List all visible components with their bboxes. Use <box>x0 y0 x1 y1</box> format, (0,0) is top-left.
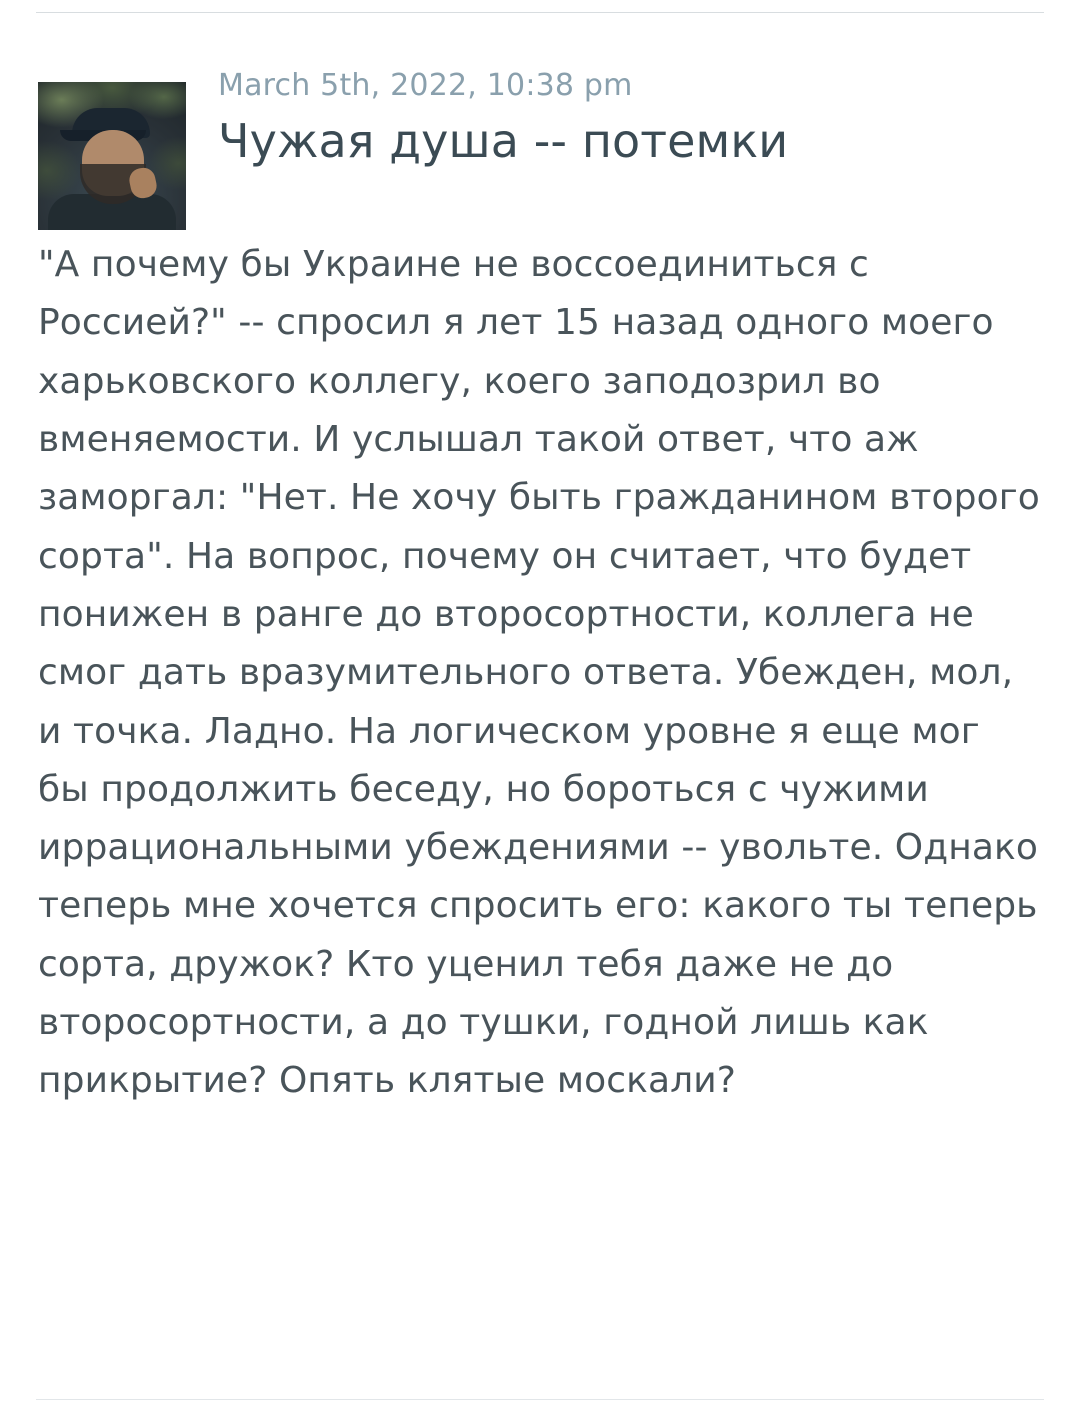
entry-header-text <box>218 60 1042 168</box>
bottom-divider <box>36 1399 1044 1400</box>
entry-header <box>38 60 1042 210</box>
blog-entry <box>0 60 1080 1111</box>
entry-date: March 5th, 2022, 10:38 pm <box>218 68 633 103</box>
entry-title: Чужая душа -- потемки <box>218 114 789 168</box>
top-divider <box>36 12 1044 13</box>
entry-body-text: "А почему бы Украине не воссоединиться с Россией?" -- спросил я лет 15 назад одного моего харьковского коллегу, коего заподозрил во вменяемости. И услышал такой ответ, что аж заморгал: "Нет. Не хочу быть гражданином второго сорта". На вопрос, почему он считает, что будет понижен в ранге до второсортности, коллега не смог дать вразумительного ответа. Убежден, мол, и точка. Ладно. На логическом уровне я еще мог бы продолжить беседу, но бороться с чужими иррациональными убеждениями -- увольте. Однако теперь мне хочется спросить его: какого ты теперь сорта, дружок? Кто уценил тебя даже не до второсортности, а до тушки, годной лишь как прикрытие? Опять клятые москали? <box>38 244 1052 1102</box>
avatar[interactable] <box>38 82 186 230</box>
